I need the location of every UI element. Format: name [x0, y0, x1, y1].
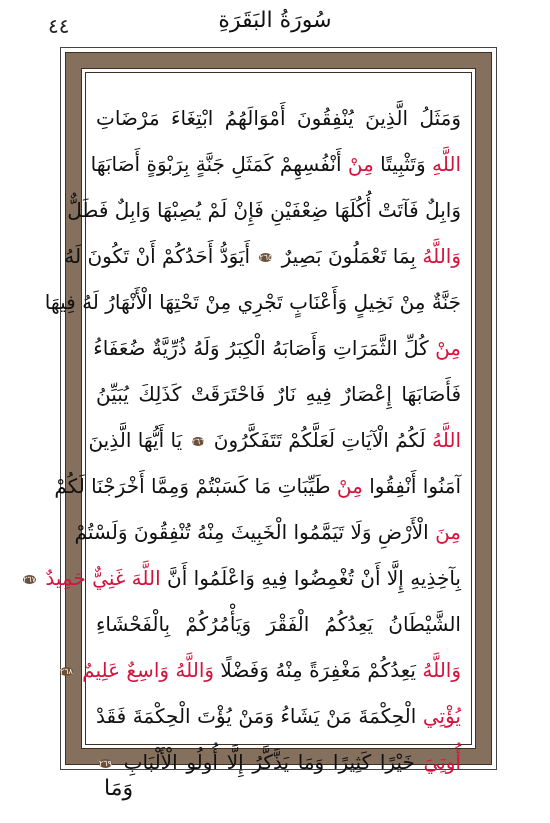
verse-text: لَكُمُ الْآيَاتِ لَعَلَّكُمْ تَتَفَكَّرُونَ — [207, 428, 432, 452]
ayah-number-marker: ٢٦٦ — [191, 436, 205, 446]
text-line — [96, 95, 461, 141]
verse-text: كُلِّ الثَّمَرَاتِ وَأَصَابَهُ الْكِبَرُ وَلَهُ ذُرِّيَّةٌ ضُعَفَاءُ — [93, 336, 436, 360]
highlighted-word: مِنْ — [347, 152, 374, 176]
verse-text: أَنْفُسِهِمْ كَمَثَلِ جَنَّةٍ بِرَبْوَةٍ أَصَابَهَا — [90, 152, 348, 176]
highlighted-word: يُؤْتِي — [422, 704, 461, 728]
verse-text: فَأَصَابَهَا إِعْصَارٌ فِيهِ نَارٌ فَاحْتَرَقَتْ كَذَلِكَ يُبَيِّنُ — [96, 382, 461, 406]
page-frame — [23, 47, 497, 774]
highlighted-word: اللَّهُ — [432, 428, 461, 452]
text-line — [44, 279, 461, 325]
text-area — [23, 72, 472, 774]
text-line — [54, 463, 461, 509]
verse-text: وَابِلٌ فَآتَتْ أُكُلَهَا ضِعْفَيْنِ فَإِنْ لَمْ يُصِبْهَا وَابِلٌ فَطَلٌّ — [67, 198, 461, 222]
verse-text: أَيَوَدُّ أَحَدُكُمْ أَنْ تَكُونَ لَهُ — [64, 244, 257, 268]
text-line — [67, 187, 461, 233]
highlighted-word: اللَّهِ — [432, 152, 461, 176]
verse-text: بِآخِذِيهِ إِلَّا أَنْ تُغْمِضُوا فِيهِ وَاعْلَمُوا أَنَّ — [160, 566, 461, 590]
text-line — [23, 555, 461, 601]
ayah-number-marker: ٢٦٥ — [259, 252, 273, 262]
catchword: وَمَا — [104, 776, 134, 801]
text-line — [74, 509, 461, 555]
text-line — [90, 141, 461, 187]
highlighted-word: وَاللَّهُ — [422, 658, 461, 682]
verse-text: بِمَا تَعْمَلُونَ بَصِيرٌ — [275, 244, 423, 268]
text-line — [64, 233, 461, 279]
verse-text: خَيْرًا كَثِيرًا وَمَا يَذَّكَّرُ إِلَّا أُولُو الْأَلْبَابِ — [114, 750, 424, 774]
highlighted-word: مِنَ — [435, 520, 461, 544]
ayah-number-marker: ٢٦٨ — [59, 666, 73, 676]
highlighted-word: اللَّهَ غَنِيٌّ حَمِيدٌ — [45, 566, 161, 590]
page-header — [0, 0, 550, 52]
surah-title: سُورَةُ البَقَرَةِ — [218, 8, 332, 33]
verse-text: الْأَرْضِ وَلَا تَيَمَّمُوا الْخَبِيثَ مِنْهُ تُنْفِقُونَ وَلَسْتُمْ — [74, 520, 436, 544]
highlighted-word: مِنْ — [336, 474, 363, 498]
text-line — [93, 325, 461, 371]
text-line — [88, 417, 461, 463]
page-number: ٤٤ — [48, 14, 70, 38]
verse-text: يَعِدُكُمْ مَغْفِرَةً مِنْهُ وَفَضْلًا — [214, 658, 423, 682]
ayah-number-marker: ٢٦٧ — [23, 574, 36, 584]
verse-text: الْحِكْمَةَ مَنْ يَشَاءُ وَمَنْ يُؤْتَ الْحِكْمَةَ فَقَدْ — [96, 704, 423, 728]
text-line — [96, 739, 461, 785]
text-line — [96, 371, 461, 417]
verse-text: وَمَثَلُ الَّذِينَ يُنْفِقُونَ أَمْوَالَهُمُ ابْتِغَاءَ مَرْضَاتِ — [96, 106, 461, 130]
verse-lines — [23, 95, 461, 785]
verse-text: طَيِّبَاتِ مَا كَسَبْتُمْ وَمِمَّا أَخْرَجْنَا لَكُمْ — [54, 474, 337, 498]
verse-text: يَا أَيُّهَا الَّذِينَ — [88, 428, 189, 452]
highlighted-word: وَاللَّهُ وَاسِعٌ عَلِيمٌ — [82, 658, 215, 682]
verse-text: آمَنُوا أَنْفِقُوا — [362, 474, 461, 498]
inner-border — [23, 68, 476, 774]
verse-text: الشَّيْطَانُ يَعِدُكُمُ الْفَقْرَ وَيَأْمُرُكُمْ بِالْفَحْشَاءِ — [96, 612, 461, 636]
text-line — [96, 601, 461, 647]
verse-text: وَتَثْبِيتًا — [373, 152, 432, 176]
highlighted-word: أُوتِيَ — [423, 750, 461, 774]
highlighted-word: مِنْ — [435, 336, 461, 360]
verse-text: جَنَّةٌ مِنْ نَخِيلٍ وَأَعْنَابٍ تَجْرِي مِنْ تَحْتِهَا الْأَنْهَارُ لَهُ فِيهَا — [44, 290, 461, 314]
text-line — [59, 647, 461, 693]
highlighted-word: وَاللَّهُ — [422, 244, 461, 268]
ayah-number-marker: ٢٦٩ — [99, 758, 112, 768]
text-line — [96, 693, 461, 739]
decorative-border — [23, 52, 492, 774]
